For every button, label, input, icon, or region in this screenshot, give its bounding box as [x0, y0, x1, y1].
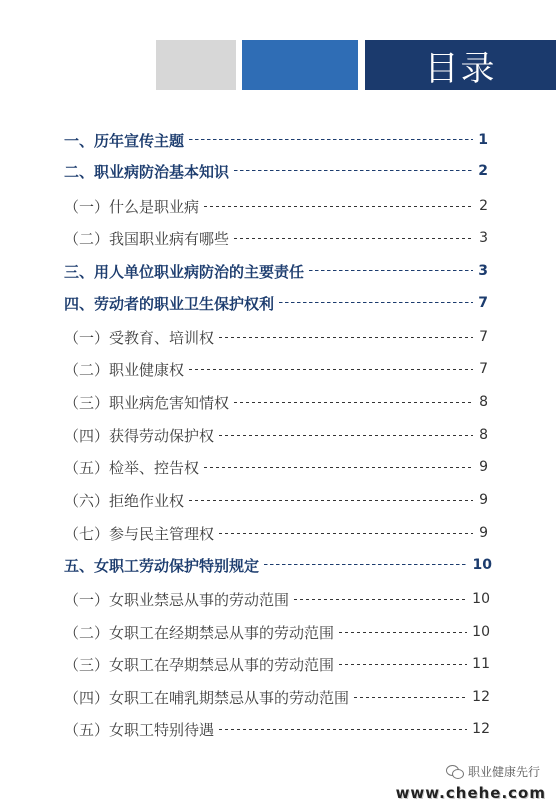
toc-entry-page: 11	[472, 656, 490, 672]
toc-entry[interactable]	[64, 423, 488, 447]
toc-entry[interactable]	[64, 455, 488, 479]
toc-entry-label: 一、历年宣传主题	[64, 131, 185, 150]
toc-leader-dots	[204, 206, 473, 207]
toc-entry[interactable]	[64, 685, 490, 709]
toc-entry-label: （六）拒绝作业权	[64, 491, 185, 510]
toc-entry-page: 2	[478, 163, 488, 179]
toc-entry-label: （二）女职工在经期禁忌从事的劳动范围	[64, 623, 335, 642]
toc-entry-label: 三、用人单位职业病防治的主要责任	[64, 262, 305, 281]
toc-entry[interactable]	[64, 128, 488, 152]
toc-leader-dots	[189, 369, 473, 370]
toc-entry[interactable]	[64, 521, 488, 545]
toc-entry[interactable]	[64, 194, 488, 218]
toc-entry-page: 10	[472, 557, 492, 573]
toc-leader-dots	[219, 533, 473, 534]
page-title: 目录	[424, 48, 497, 89]
toc-leader-dots	[339, 664, 467, 665]
header-blue-block	[242, 40, 358, 90]
toc-entry-page: 8	[479, 394, 488, 410]
toc-entry[interactable]	[64, 620, 490, 644]
toc-entry-label: （五）检举、控告权	[64, 458, 200, 477]
toc-leader-dots	[234, 170, 473, 172]
wechat-icon	[446, 765, 464, 779]
toc-entry[interactable]	[64, 291, 488, 315]
watermark-text: 职业健康先行	[467, 765, 540, 779]
toc-entry[interactable]	[64, 159, 488, 183]
toc-entry-page: 10	[472, 591, 490, 607]
toc-entry-label: （五）女职工特别待遇	[64, 720, 215, 739]
toc-entry-label: （三）女职工在孕期禁忌从事的劳动范围	[64, 655, 335, 674]
toc-leader-dots	[234, 238, 473, 239]
toc-entry-page: 7	[479, 329, 488, 345]
toc-entry-label: （一）什么是职业病	[64, 197, 200, 216]
toc-entry[interactable]	[64, 652, 490, 676]
toc-entry[interactable]	[64, 488, 488, 512]
toc-entry-label: 二、职业病防治基本知识	[64, 162, 230, 181]
toc-leader-dots	[354, 697, 467, 698]
toc-leader-dots	[219, 337, 473, 338]
header-gray-block	[156, 40, 236, 90]
toc-entry-page: 1	[478, 132, 488, 148]
toc-leader-dots	[294, 599, 467, 600]
toc-entry-label: （三）职业病危害知情权	[64, 393, 230, 412]
toc-entry-page: 3	[478, 263, 488, 279]
toc-leader-dots	[204, 467, 473, 468]
toc-entry-page: 2	[479, 198, 488, 214]
toc-leader-dots	[339, 632, 467, 633]
toc-entry-label: （四）获得劳动保护权	[64, 426, 215, 445]
toc-entry[interactable]	[64, 226, 488, 250]
toc-leader-dots	[279, 302, 473, 304]
toc-leader-dots	[234, 402, 473, 403]
toc-entry-page: 7	[478, 295, 488, 311]
toc-leader-dots	[189, 500, 473, 501]
toc-entry-label: （二）我国职业病有哪些	[64, 229, 230, 248]
toc-entry[interactable]	[64, 390, 488, 414]
watermark	[446, 763, 540, 780]
toc-entry-page: 8	[479, 427, 488, 443]
toc-leader-dots	[264, 564, 468, 566]
toc-leader-dots	[219, 435, 473, 436]
toc-entry-page: 10	[472, 624, 490, 640]
toc-entry-page: 9	[479, 459, 488, 475]
toc-leader-dots	[189, 139, 473, 141]
toc-entry-page: 3	[479, 230, 488, 246]
site-watermark: www.chehe.com	[395, 784, 546, 802]
toc-entry[interactable]	[64, 553, 492, 577]
toc-entry-page: 7	[479, 361, 488, 377]
toc-entry-label: 五、女职工劳动保护特别规定	[64, 556, 260, 575]
toc-entry-label: （一）受教育、培训权	[64, 328, 215, 347]
toc-entry-label: （一）女职业禁忌从事的劳动范围	[64, 590, 290, 609]
toc-entry[interactable]	[64, 587, 490, 611]
toc-entry-page: 12	[472, 689, 490, 705]
toc-leader-dots	[309, 270, 473, 272]
toc-leader-dots	[219, 729, 467, 730]
toc-entry-label: 四、劳动者的职业卫生保护权利	[64, 294, 275, 313]
toc-entry[interactable]	[64, 259, 488, 283]
toc-entry-label: （七）参与民主管理权	[64, 524, 215, 543]
toc-entry[interactable]	[64, 325, 488, 349]
toc-entry[interactable]	[64, 357, 488, 381]
toc-entry-page: 9	[479, 492, 488, 508]
toc-entry-page: 12	[472, 721, 490, 737]
toc-entry-label: （二）职业健康权	[64, 360, 185, 379]
toc-entry-label: （四）女职工在哺乳期禁忌从事的劳动范围	[64, 688, 350, 707]
toc-entry-page: 9	[479, 525, 488, 541]
toc-entry[interactable]	[64, 717, 490, 741]
